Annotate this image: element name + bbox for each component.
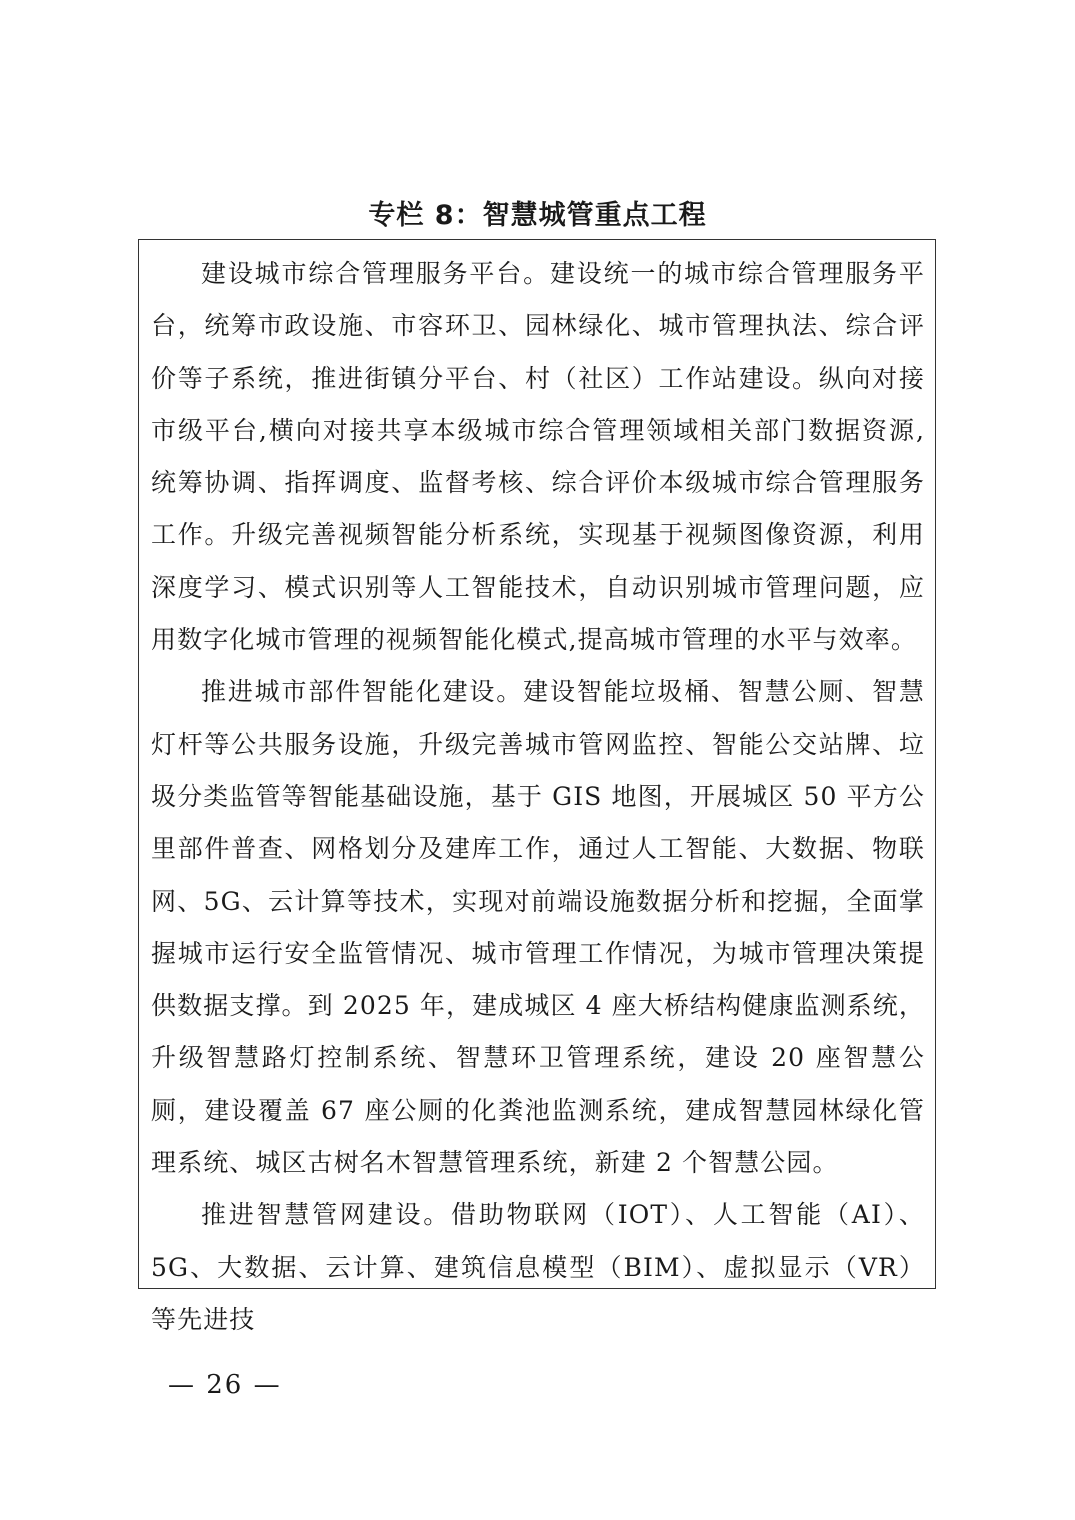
page-number: — 26 — — [168, 1370, 282, 1400]
column-title: 专栏 8：智慧城管重点工程 — [368, 200, 707, 231]
paragraph-city-management-platform: 建设城市综合管理服务平台。建设统一的城市综合管理服务平台，统筹市政设施、市容环卫、园林绿化、城市管理执法、综合评价等子系统，推进街镇分平台、村（社区）工作站建设。纵向对接市级平台,横向对接共享本级城市综合管理领域相关部门数据资源,统筹协调、指挥调度、监督考核、综合评价本级城市综合管理服务工作。升级完善视频智能分析系统，实现基于视频图像资源，利用深度学习、模式识别等人工智能技术，自动识别城市管理问题，应用数字化城市管理的视频智能化模式,提高城市管理的水平与效率。 — [151, 259, 925, 655]
column-box — [138, 239, 936, 1334]
paragraph-city-components: 推进城市部件智能化建设。建设智能垃圾桶、智慧公厕、智慧灯杆等公共服务设施，升级完善城市管网监控、智能公交站牌、垃圾分类监管等智能基础设施，基于 GIS 地图，开展城区 50 平方公里部件普查、网格划分及建库工作，通过人工智能、大数据、物联网、5G、云计算等技术，实现对前端设施数据分析和挖掘，全面掌握城市运行安全监管情况、城市管理工作情况，为城市管理决策提供数据支撑。到 2025 年，建成城区 4 座大桥结构健康监测系统，升级智慧路灯控制系统、智慧环卫管理系统，建设 20 座智慧公厕，建设覆盖 67 座公厕的化粪池监测系统，建成智慧园林绿化管理系统、城区古树名木智慧管理系统，新建 2 个智慧公园。 — [151, 677, 925, 1178]
paragraph-smart-pipe-network: 推进智慧管网建设。借助物联网（IOT）、人工智能（AI）、5G、大数据、云计算、建筑信息模型（BIM）、虚拟显示（VR）等先进技 — [151, 1200, 925, 1334]
